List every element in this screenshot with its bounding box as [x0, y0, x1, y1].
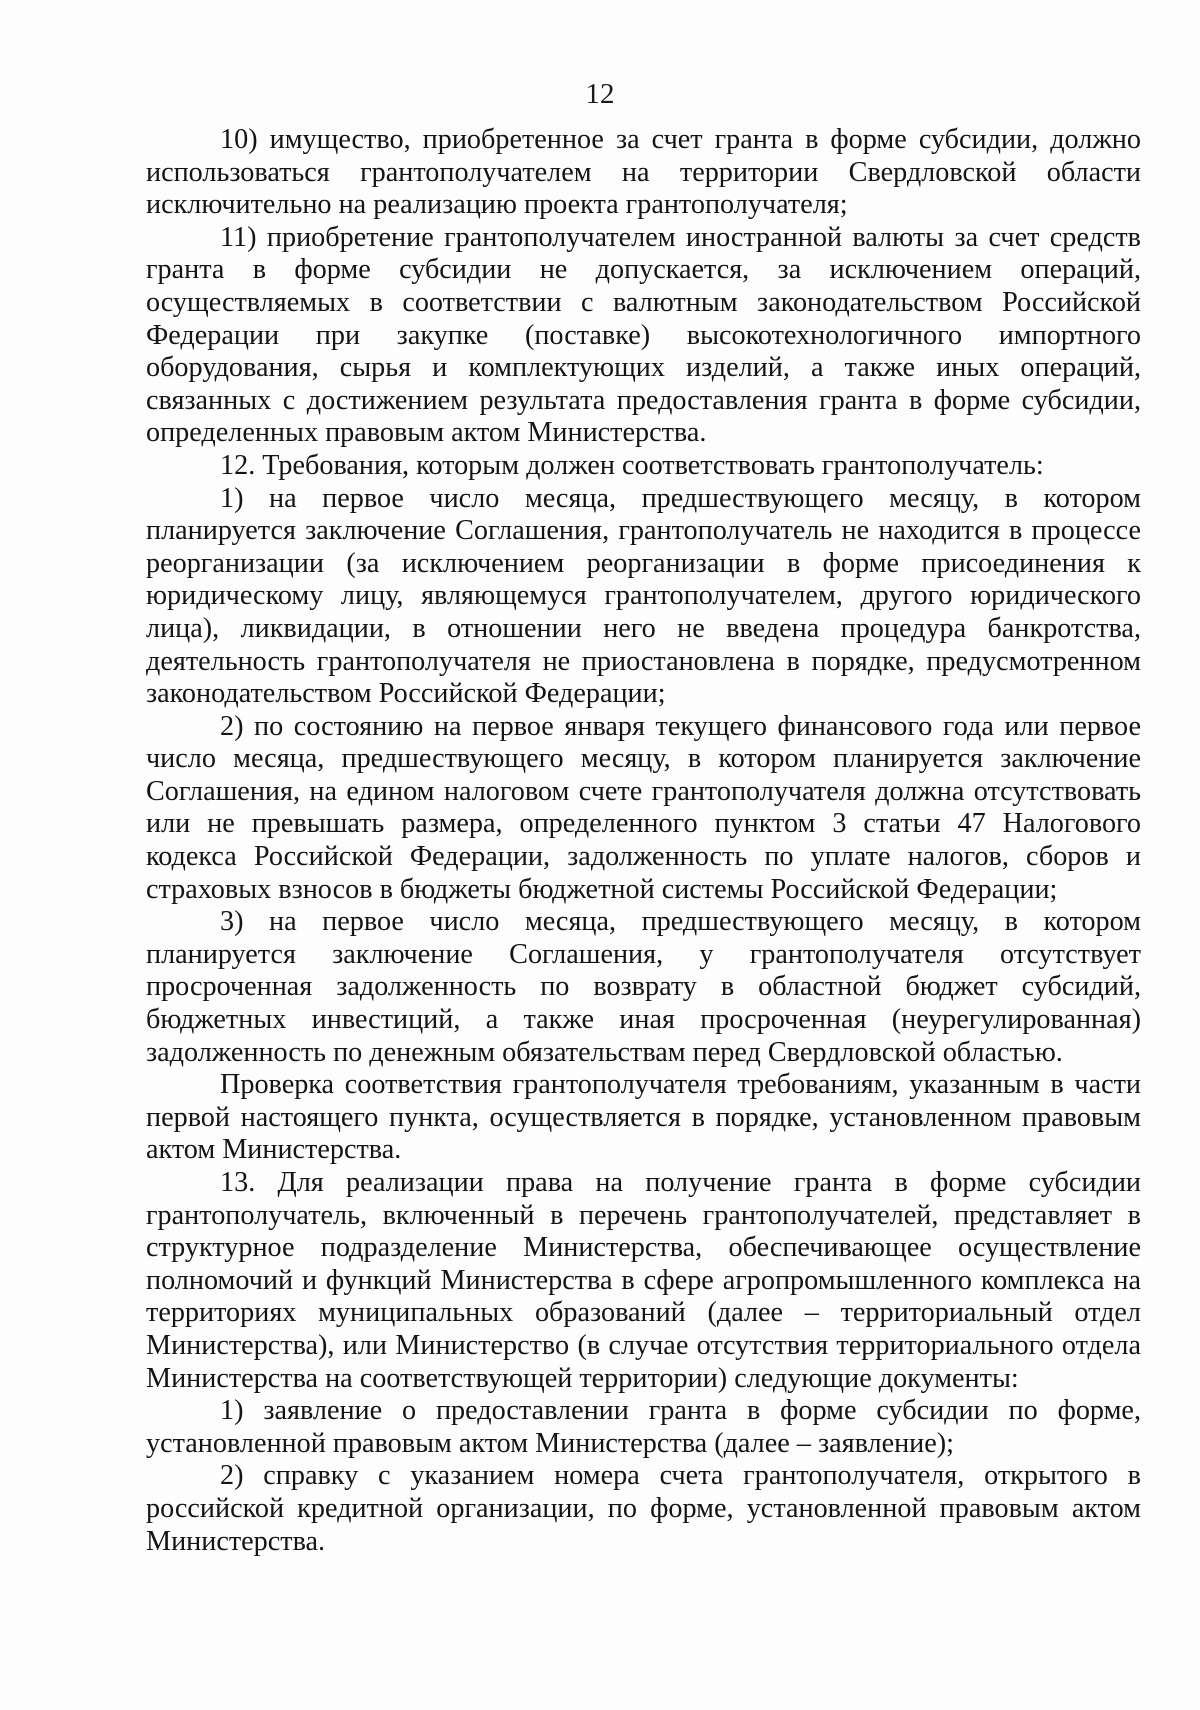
paragraph-requirement-3: 3) на первое число месяца, предшествующего месяцу, в котором планируется заключение Соглашения, у грантополучателя отсутствует просроченная задолженность по возврату в областной бюджет субсидий, бюджетных инвестиций, а также иная просроченная (неурегулированная) задолженность по денежным обязательствам перед Свердловской областью. [146, 906, 1141, 1068]
paragraph-document-2: 2) справку с указанием номера счета грантополучателя, открытого в российской кредитной организации, по форме, установленной правовым актом Министерства. [146, 1460, 1141, 1557]
paragraph-item-11: 11) приобретение грантополучателем иностранной валюты за счет средств гранта в форме субсидии не допускается, за исключением операций, осуществляемых в соответствии с валютным законодательством Российской Федерации при закупке (поставке) высокотехнологичного импортного оборудования, сырья и комплектующих изделий, а также иных операций, связанных с достижением результата предоставления гранта в форме субсидии, определенных правовым актом Министерства. [146, 221, 1141, 449]
paragraph-document-1: 1) заявление о предоставлении гранта в форме субсидии по форме, установленной правовым актом Министерства (далее – заявление); [146, 1395, 1141, 1459]
paragraph-section-12: 12. Требования, которым должен соответствовать грантополучатель: [220, 449, 1044, 481]
page-number: 12 [585, 78, 615, 110]
paragraph-item-10: 10) имущество, приобретенное за счет гранта в форме субсидии, должно использоваться грантополучателем на территории Свердловской области исключительно на реализацию проекта грантополучателя; [146, 124, 1141, 221]
paragraph-section-13: 13. Для реализации права на получение гранта в форме субсидии грантополучатель, включенный в перечень грантополучателей, представляет в структурное подразделение Министерства, обеспечивающее осуществление полномочий и функций Министерства в сфере агропромышленного комплекса на территориях муниципальных образований (далее – территориальный отдел Министерства), или Министерство (в случае отсутствия территориального отдела Министерства на соответствующей территории) следующие документы: [146, 1167, 1141, 1394]
paragraph-requirement-1: 1) на первое число месяца, предшествующего месяцу, в котором планируется заключение Соглашения, грантополучатель не находится в процессе реорганизации (за исключением реорганизации в форме присоединения к юридическому лицу, являющемуся грантополучателем, другого юридического лица), ликвидации, в отношении него не введена процедура банкротства, деятельность грантополучателя не приостановлена в порядке, предусмотренном законодательством Российской Федерации; [146, 482, 1141, 710]
document-body [146, 124, 1141, 1558]
paragraph-requirement-2: 2) по состоянию на первое января текущего финансового года или первое число месяца, предшествующего месяцу, в котором планируется заключение Соглашения, на едином налоговом счете грантополучателя должна отсутствовать или не превышать размера, определенного пунктом 3 статьи 47 Налогового кодекса Российской Федерации, задолженность по уплате налогов, сборов и страховых взносов в бюджеты бюджетной системы Российской Федерации; [146, 710, 1141, 905]
paragraph-verification: Проверка соответствия грантополучателя требованиям, указанным в части первой настоящего пункта, осуществляется в порядке, установленном правовым актом Министерства. [146, 1069, 1141, 1166]
